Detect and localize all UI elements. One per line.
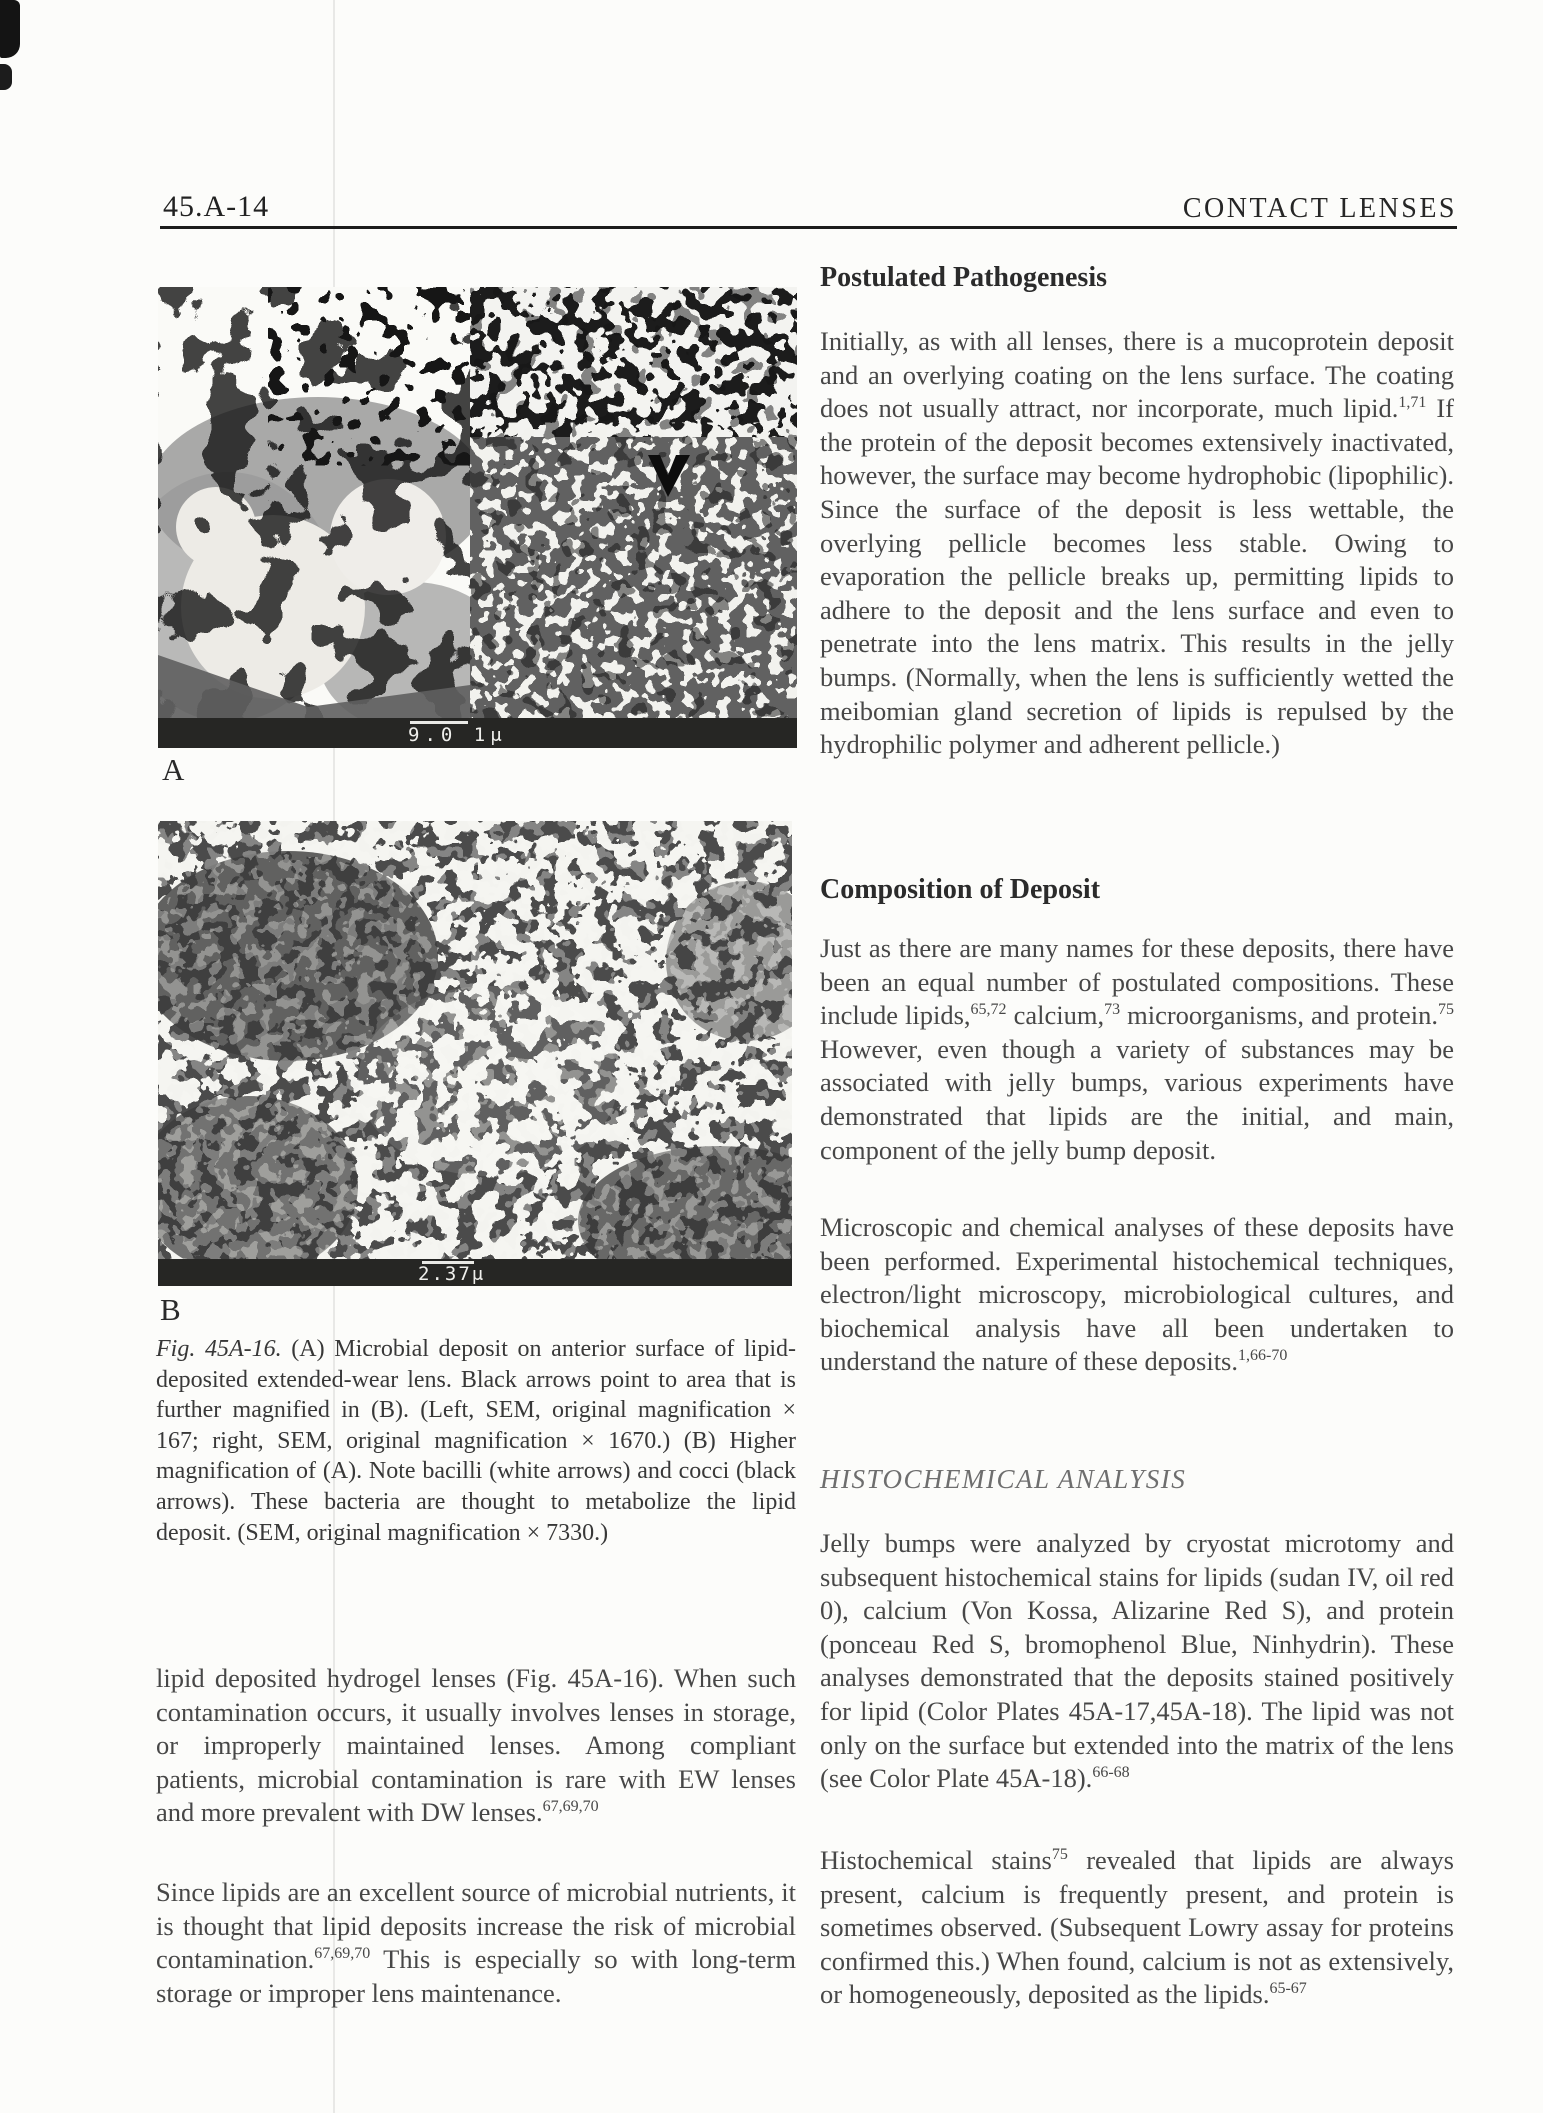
figure-caption: Fig. 45A-16. (A) Microbial deposit on anterior surface of lipid-deposited extended-wear lens. Black arrows point to area that is further magnified in (B). (Left, SEM, original magnification × 167; right, SEM, original magnification × 1670.) (B) Higher magnification of (A). Note bacilli (white arrows) and cocci (black arrows). These bacteria are thought to metabolize the lipid deposit. (SEM, original magnification × 7330.) xyxy=(156,1336,797,1546)
section-heading-postulated-pathogenesis: Postulated Pathogenesis xyxy=(820,262,1107,293)
figure-a-image xyxy=(158,287,797,748)
reference-superscript: 65,72 xyxy=(970,1001,1007,1019)
figure-b-label: B xyxy=(160,1292,181,1327)
body-paragraph: lipid deposited hydrogel lenses (Fig. 45A-16). When such contamination occurs, it usually involves lenses in storage, or improperly maintained lenses. Among compliant patients, microbial contamination is rare with EW lenses and more prevalent with DW lenses.$^{67,69,70}$ xyxy=(156,1663,796,1828)
figure-a-label: A xyxy=(162,752,185,787)
body-paragraph: Just as there are many names for these deposits, there have been an equal number of postulated compositions. These include lipids,$^{65,72}$ calcium,$^{73}$ microorganisms, and protein.$^{75}$ However, even though a variety of substances may be associated with jelly bumps, various experiments have demonstrated that lipids are the initial, and main, component of the jelly bump deposit. xyxy=(820,933,1454,1165)
body-paragraph: Histochemical stains$^{75}$ revealed that lipids are always present, calcium is frequently present, and protein is sometimes observed. (Subsequent Lowry assay for proteins confirmed this.) When found, calcium is not as extensively, or homogeneously, deposited as the lipids.$^{65-67}$ xyxy=(820,1845,1454,2010)
scan-edge-mark xyxy=(0,64,12,90)
caption-lead: Fig. 45A-16. xyxy=(156,1336,282,1362)
section-heading-composition-of-deposit: Composition of Deposit xyxy=(820,874,1101,905)
header-rule xyxy=(160,226,1457,229)
running-title: CONTACT LENSES xyxy=(1182,193,1457,224)
reference-superscript: 75 xyxy=(1438,1001,1454,1019)
figure-a-scale-text: 9.0 1μ xyxy=(408,724,507,746)
reference-superscript: 73 xyxy=(1104,1001,1121,1019)
figure-b-micrograph xyxy=(158,821,792,1286)
reference-superscript: 1,71 xyxy=(1398,394,1427,412)
body-paragraph: Initially, as with all lenses, there is a mucoprotein deposit and an overlying coating on the lens surface. The coating does not usually attract, nor incorporate, much lipid.$^{1,71}$ If the protein of the deposit becomes extensively inactivated, however, the surface may become hydrophobic (lipophilic). Since the surface of the deposit is less wettable, the overlying pellicle becomes less stable. Owing to evaporation the pellicle breaks up, permitting lipids to adhere to the deposit and the lens surface and even to penetrate into the lens matrix. This results in the jelly bumps. (Normally, when the lens is sufficiently wetted the meibomian gland secretion of lipids is repulsed by the hydrophilic polymer and adherent pellicle.) xyxy=(820,326,1454,760)
figure-a-right-micrograph xyxy=(470,287,797,718)
reference-superscript: 1,66-70 xyxy=(1238,1347,1288,1365)
reference-superscript: 65-67 xyxy=(1269,1980,1307,1998)
reference-superscript: 75 xyxy=(1051,1846,1068,1864)
figure-b-data-bar xyxy=(158,1259,792,1286)
figure-a-left-micrograph xyxy=(158,287,470,718)
body-paragraph: Jelly bumps were analyzed by cryostat microtomy and subsequent histochemical stains for lipids (sudan IV, oil red 0), calcium (Von Kossa, Alizarine Red S), and protein (ponceau Red S, bromophenol Blue, Ninhydrin). These analyses demonstrated that the deposits stained positively for lipid (Color Plates 45A-17,45A-18). The lipid was not only on the surface but extended into the matrix of the lens (see Color Plate 45A-18).$^{66-68}$ xyxy=(820,1528,1454,1794)
figure-b-scale-text: 2.37μ xyxy=(418,1263,486,1285)
page-number: 45.A-14 xyxy=(163,190,270,223)
figure-a-data-bar xyxy=(158,718,797,748)
section-heading-histochemical-analysis: HISTOCHEMICAL ANALYSIS xyxy=(820,1464,1187,1494)
reference-superscript: 66-68 xyxy=(1092,1764,1130,1782)
reference-superscript: 67,69,70 xyxy=(542,1798,599,1816)
figure-b-image xyxy=(158,821,792,1286)
body-paragraph: Microscopic and chemical analyses of these deposits have been performed. Experimental histochemical techniques, electron/light microscopy, microbiological cultures, and biochemical analysis have all been undertaken to understand the nature of these deposits.$^{1,66-70}$ xyxy=(820,1212,1454,1377)
reference-superscript: 67,69,70 xyxy=(314,1945,371,1963)
scan-edge-mark xyxy=(0,0,20,58)
body-paragraph: Since lipids are an excellent source of microbial nutrients, it is thought that lipid deposits increase the risk of microbial contamination.$^{67,69,70}$ This is especially so with long-term storage or improper lens maintenance. xyxy=(156,1877,796,2008)
